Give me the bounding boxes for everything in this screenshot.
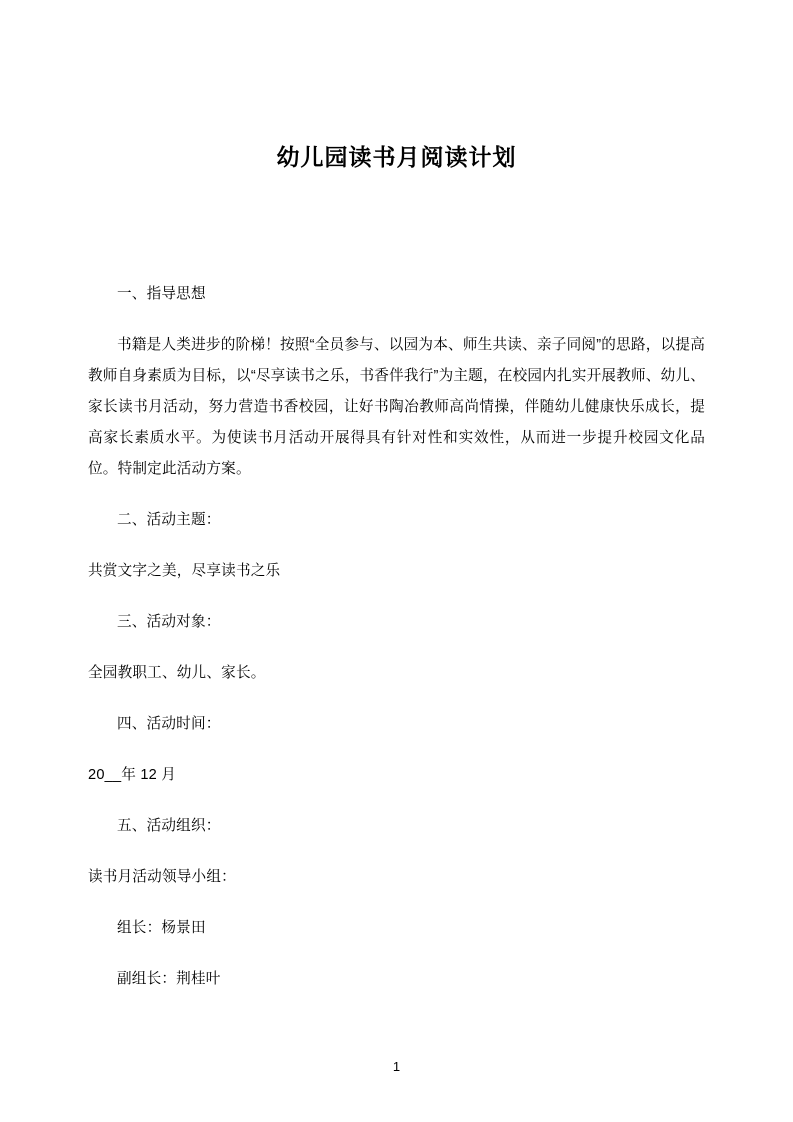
paragraph-activity-audience-text: 全园教职工、幼儿、家长。 <box>88 664 266 681</box>
section-heading-activity-time: 四、活动时间： <box>117 715 221 732</box>
paragraph-activity-time-text: 20__年 12 月 <box>88 766 176 783</box>
document-body <box>88 279 705 995</box>
page-number: 1 <box>392 1059 401 1074</box>
paragraph-activity-theme-text: 共赏文字之美，尽享读书之乐 <box>88 562 281 579</box>
section-heading-guiding-ideology: 一、指导思想 <box>117 285 206 302</box>
section-heading-activity-organization: 五、活动组织： <box>117 817 221 834</box>
section-heading-activity-theme: 二、活动主题： <box>117 511 221 528</box>
paragraph-guiding-ideology-text: 书籍是人类进步的阶梯！按照“全员参与、以园为本、师生共读、亲子同阅”的思路，以提高教师自身素质为目标，以“尽享读书之乐，书香伴我行”为主题，在校园内扎实开展教师、幼儿、家长读书月活动，努力营造书香校园，让好书陶冶教师高尚情操，伴随幼儿健康快乐成长，提高家长素质水平。为使读书月活动开展得具有针对性和实效性，从而进一步提升校园文化品位。特制定此活动方案。 <box>88 336 705 477</box>
section-heading-activity-audience: 三、活动对象： <box>117 613 221 630</box>
paragraph-group-leader: 组长：杨景田 <box>117 919 206 936</box>
paragraph-deputy-group-leader: 副组长：荆桂叶 <box>117 970 221 987</box>
paragraph-leading-group-label: 读书月活动领导小组： <box>88 868 236 885</box>
page-title: 幼儿园读书月阅读计划 <box>276 144 517 170</box>
